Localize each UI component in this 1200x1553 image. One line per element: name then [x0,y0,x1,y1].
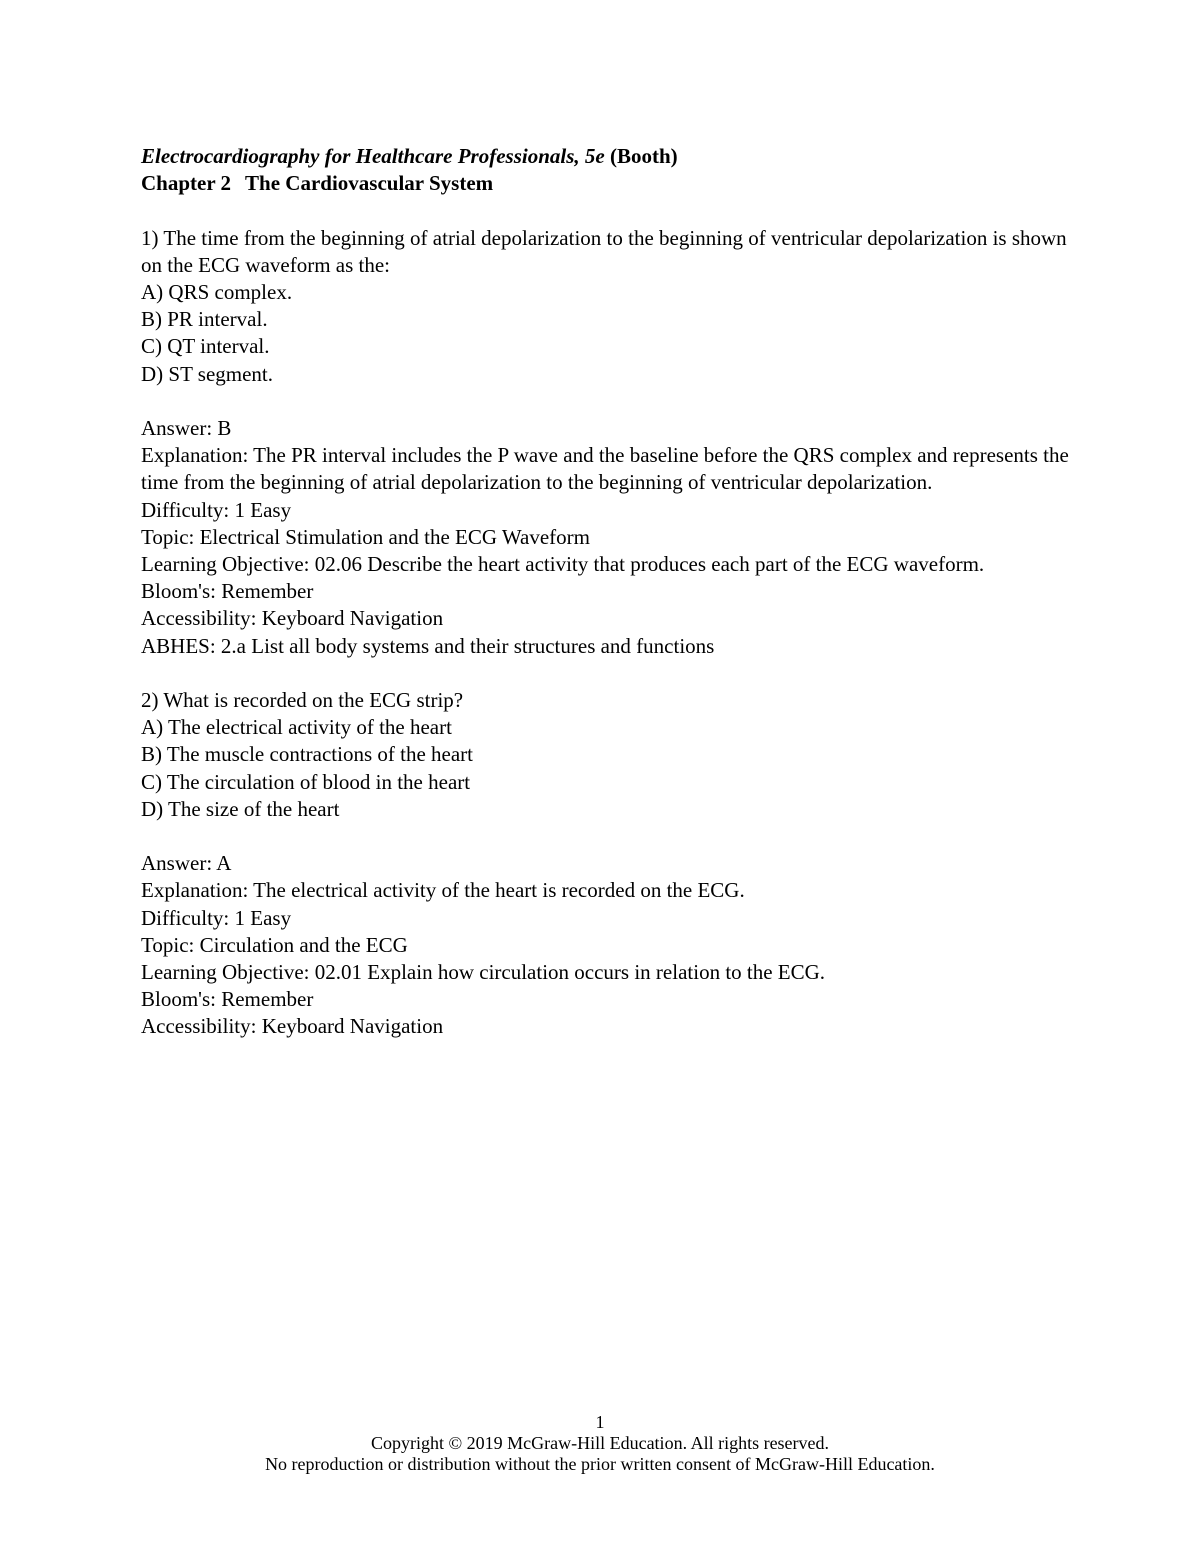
answer: Answer: B [141,416,232,440]
question-block-1 [141,225,1081,660]
spacer [141,197,1081,224]
chapter-title: The Cardiovascular System [245,171,494,196]
chapter-label: Chapter 2 [141,171,232,196]
book-title: Electrocardiography for Healthcare Professionals, 5e [141,144,605,168]
option-c: C) The circulation of blood in the heart [141,769,471,794]
spacer [141,388,1081,415]
abhes-standard: ABHES: 2.a List all body systems and their structures and functions [141,633,715,658]
option-b: B) The muscle contractions of the heart [141,742,474,767]
learning-objective: Learning Objective: 02.06 Describe the heart activity that produces each part of the ECG waveform. [141,552,985,577]
option-d: D) The size of the heart [141,796,340,821]
accessibility: Accessibility: Keyboard Navigation [141,606,444,631]
chapter-heading [141,170,1081,197]
question-stem: 2) What is recorded on the ECG strip? [141,688,464,713]
option-a: A) The electrical activity of the heart [141,715,452,740]
blooms-level: Bloom's: Remember [141,579,314,604]
option-b: B) PR interval. [141,307,268,332]
topic: Topic: Circulation and the ECG [141,932,408,957]
spacer [141,823,1081,850]
option-c: C) QT interval. [141,334,270,359]
question-stem: 1) The time from the beginning of atrial depolarization to the beginning of ventricular depolarization is shown on the ECG waveform as the: [141,225,1067,277]
learning-objective: Learning Objective: 02.01 Explain how circulation occurs in relation to the ECG. [141,960,826,985]
page-number: 1 [595,1412,605,1432]
book-author: (Booth) [609,144,678,168]
topic: Topic: Electrical Stimulation and the ECG Waveform [141,524,590,549]
page-body [141,143,1081,1041]
difficulty: Difficulty: 1 Easy [141,497,292,522]
book-heading [141,143,1081,170]
answer: Answer: A [141,851,232,876]
blooms-level: Bloom's: Remember [141,987,314,1012]
option-d: D) ST segment. [141,361,274,386]
difficulty: Difficulty: 1 Easy [141,905,292,930]
copyright-notice: Copyright © 2019 McGraw-Hill Education. All rights reserved. [370,1433,830,1453]
explanation: Explanation: The PR interval includes the P wave and the baseline before the QRS complex and represents the time from the beginning of atrial depolarization to the beginning of ventricular depolarization. [141,443,1069,495]
distribution-notice: No reproduction or distribution without the prior written consent of McGraw-Hill Education. [265,1454,935,1474]
spacer [141,660,1081,687]
question-block-2 [141,687,1081,1041]
page-footer [0,1412,1200,1475]
accessibility: Accessibility: Keyboard Navigation [141,1014,444,1039]
option-a: A) QRS complex. [141,280,293,304]
explanation: Explanation: The electrical activity of the heart is recorded on the ECG. [141,878,745,903]
